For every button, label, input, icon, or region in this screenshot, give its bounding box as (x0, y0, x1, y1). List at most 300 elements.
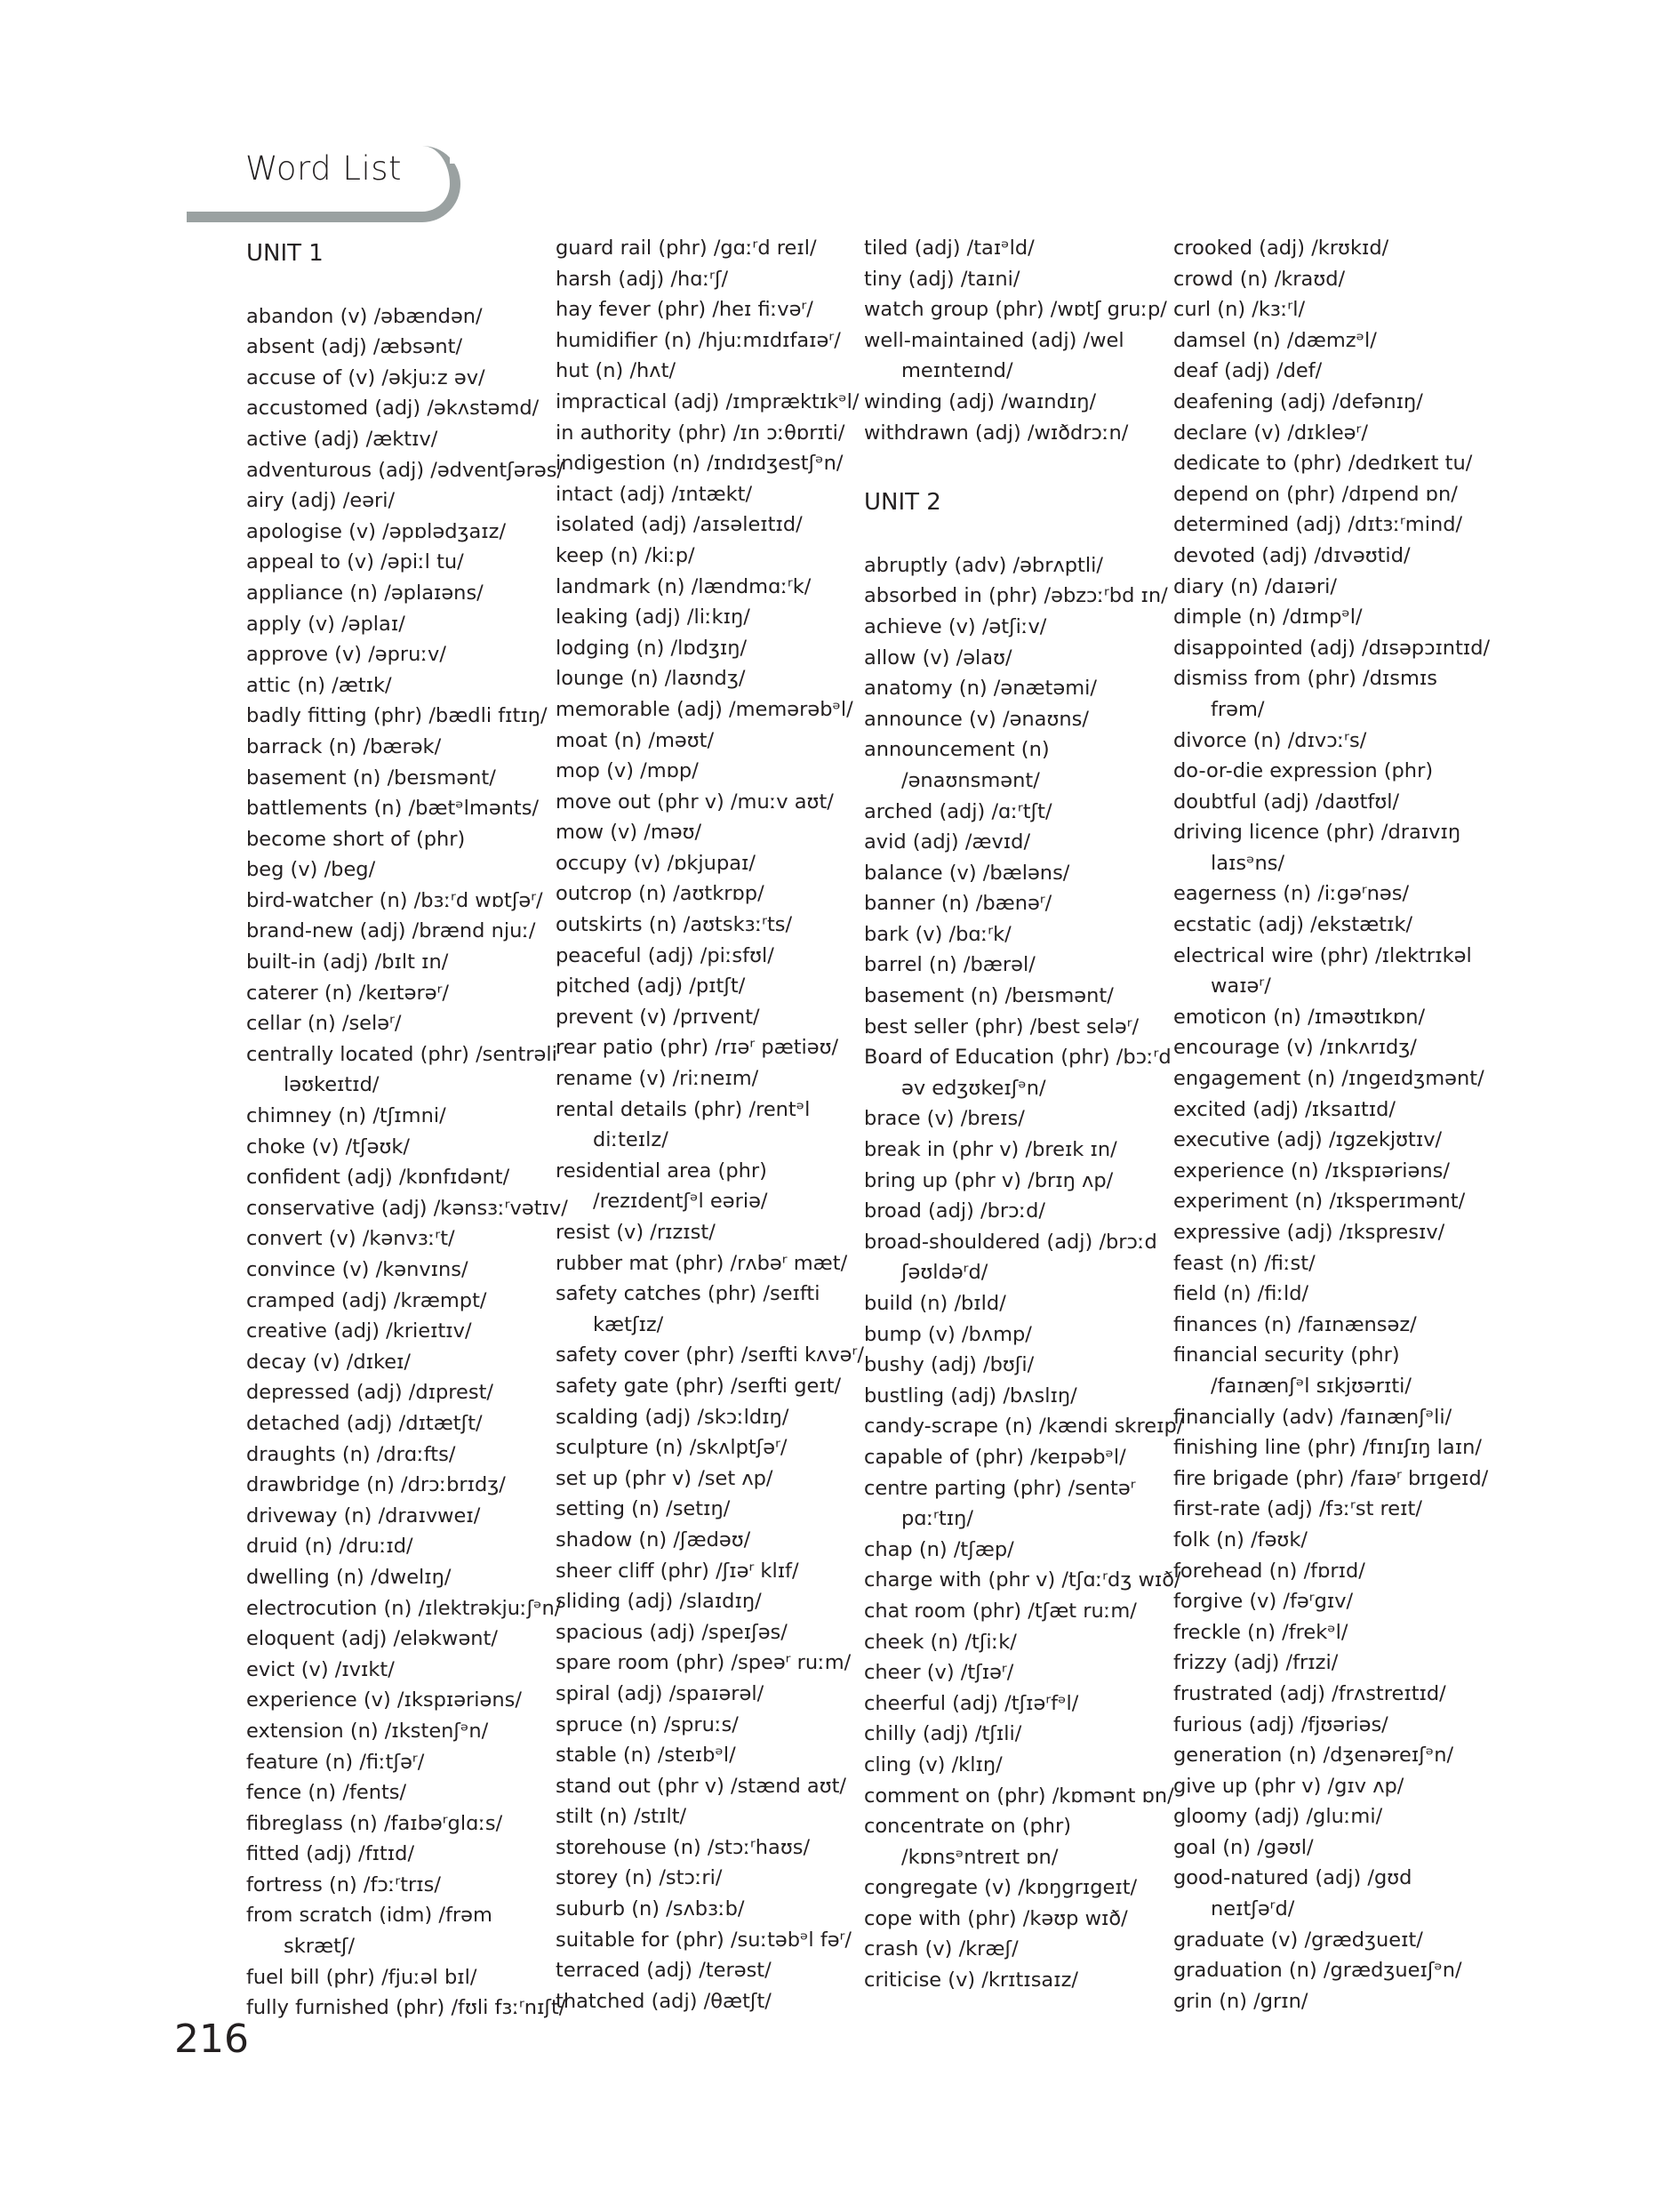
word-entry-line: keep (n) /kiːp/ (556, 543, 695, 567)
word-entry (246, 793, 548, 824)
word-entry-line: bark (v) /bɑːʳk/ (864, 922, 1012, 946)
word-entry (556, 387, 858, 418)
word-entry (556, 1032, 858, 1063)
word-entry (246, 332, 548, 363)
word-entry-continuation: skrætʃ/ (284, 1935, 356, 1959)
word-entry (864, 673, 1166, 704)
word-entry (864, 888, 1166, 919)
word-entry (1173, 1648, 1476, 1679)
word-entry (246, 1377, 548, 1408)
word-entry (556, 1648, 858, 1679)
word-entry (864, 264, 1166, 295)
word-entry-line: dimple (n) /dɪmpᵊl/ (1173, 605, 1363, 629)
word-entry (246, 1193, 568, 1224)
word-entry-line: tiny (adj) /taɪni/ (864, 267, 1020, 291)
word-entry-line: determined (adj) /dɪtɜːʳmind/ (1173, 513, 1463, 537)
word-entry-line: bump (v) /bʌmp/ (864, 1322, 1032, 1346)
word-entry-line: leaking (adj) /liːkɪŋ/ (556, 605, 750, 629)
word-entry-line: depend on (phr) /dɪpend ɒn/ (1173, 482, 1458, 506)
word-entry (1173, 1986, 1476, 2017)
word-entry (246, 732, 548, 763)
word-entry (246, 1562, 548, 1593)
word-entry-line: electrical wire (phr) /ɪlektrɪkəl (1173, 943, 1472, 967)
word-entry (556, 1740, 858, 1771)
word-entry (556, 1955, 858, 1986)
word-entry-continuation: /ənaʊnsmənt/ (901, 768, 1040, 792)
word-entry (1173, 1063, 1484, 1094)
word-entry (246, 1993, 566, 2024)
word-entry-line: concentrate on (phr) (864, 1815, 1072, 1839)
word-entry-line: comment on (phr) /kɒmənt ɒn/ (864, 1784, 1174, 1808)
word-entry-line: draughts (n) /drɑːfts/ (246, 1442, 456, 1466)
word-entry-line: charge with (phr v) /tʃɑːʳdʒ wɪð/ (864, 1568, 1181, 1592)
word-entry (864, 643, 1166, 674)
word-entry-line: terraced (adj) /terəst/ (556, 1959, 772, 1983)
word-entry (556, 1371, 858, 1402)
word-entry-line: do-or-die expression (phr) (1173, 759, 1434, 783)
word-entry-line: accustomed (adj) /əkʌstəmd/ (246, 397, 540, 421)
word-entry-line: convert (v) /kənvɜːʳt/ (246, 1227, 455, 1251)
word-entry (246, 1870, 548, 1901)
word-entry-line: banner (n) /bænəʳ/ (864, 892, 1052, 916)
word-entry-line: announcement (n) (864, 738, 1050, 762)
word-entry-line: feast (n) /fiːst/ (1173, 1251, 1316, 1275)
word-entry (864, 827, 1166, 858)
word-entry-line: suitable for (phr) /suːtəbᵊl fəʳ/ (556, 1928, 852, 1952)
word-entry-line: tiled (adj) /taɪᵊld/ (864, 237, 1035, 260)
word-entry-line: build (n) /bɪld/ (864, 1292, 1006, 1315)
word-entry-line: storehouse (n) /stɔːʳhaʊs/ (556, 1835, 811, 1859)
word-entry (246, 1962, 548, 1993)
word-entry (556, 1156, 858, 1217)
word-entry (864, 1565, 1181, 1596)
word-entry-continuation: meɪnteɪnd/ (901, 359, 1013, 383)
word-entry (246, 1655, 548, 1686)
word-entry (864, 1719, 1166, 1750)
word-entry (246, 1439, 548, 1471)
word-entry-line: spruce (n) /spruːs/ (556, 1712, 739, 1736)
word-entry-line: chilly (adj) /tʃɪli/ (864, 1722, 1022, 1746)
word-entry (864, 233, 1166, 264)
unit-heading: UNIT 1 (246, 240, 324, 267)
word-entry (556, 1340, 864, 1371)
word-entry (246, 1531, 548, 1562)
word-entry-line: generation (n) /dʒenəreɪʃᵊn/ (1173, 1744, 1454, 1768)
word-entry-line: barrel (n) /bærəl/ (864, 953, 1036, 977)
word-entry (1173, 910, 1476, 941)
word-entry (556, 1402, 858, 1433)
word-entry (1173, 1002, 1476, 1033)
word-entry-line: hut (n) /hʌt/ (556, 359, 676, 383)
word-entry-line: set up (phr v) /set ʌp/ (556, 1466, 773, 1490)
word-entry (1173, 325, 1476, 357)
word-entry (556, 1556, 858, 1587)
word-entry-line: curl (n) /kɜːʳl/ (1173, 298, 1306, 322)
word-entry (1173, 1801, 1476, 1832)
word-entry-line: anatomy (n) /ənætəmi/ (864, 677, 1097, 701)
word-entry-line: approve (v) /əpruːv/ (246, 643, 446, 667)
word-entry-line: detached (adj) /dɪtætʃt/ (246, 1411, 483, 1435)
word-entry-line: good-natured (adj) /gʊd (1173, 1866, 1412, 1890)
word-entry-line: fully furnished (phr) /fʊli fɜːʳnɪʃt/ (246, 1996, 566, 2020)
word-entry (556, 1863, 858, 1894)
word-entry (556, 663, 858, 694)
word-entry (556, 1894, 858, 1925)
word-entry (864, 1473, 1166, 1535)
word-entry-line: cheer (v) /tʃɪəʳ/ (864, 1661, 1014, 1685)
word-entry (246, 1593, 562, 1624)
word-entry (556, 418, 858, 449)
word-entry-line: deaf (adj) /def/ (1173, 359, 1323, 383)
word-entry-line: hay fever (phr) /heɪ fiːvəʳ/ (556, 298, 813, 322)
word-column-2 (556, 233, 864, 2017)
word-entry-line: crowd (n) /kraʊd/ (1173, 267, 1346, 291)
word-entry-line: sheer cliff (phr) /ʃɪəʳ klɪf/ (556, 1559, 799, 1583)
word-entry-line: lodging (n) /lɒdʒɪŋ/ (556, 636, 748, 660)
word-entry-continuation: diːteɪlz/ (593, 1128, 668, 1152)
word-entry (1173, 448, 1476, 479)
word-entry (246, 455, 564, 486)
word-entry-line: cope with (phr) /kəʊp wɪð/ (864, 1906, 1128, 1930)
word-entry (864, 1196, 1166, 1227)
word-entry-line: congregate (v) /kɒŋgrɪgeɪt/ (864, 1876, 1138, 1900)
word-entry-line: storey (n) /stɔːri/ (556, 1866, 723, 1890)
word-entry (864, 612, 1166, 643)
word-entry (246, 517, 548, 548)
word-entry-line: indigestion (n) /ɪndɪdʒestʃᵊn/ (556, 452, 844, 476)
word-entry (1173, 1402, 1476, 1433)
word-entry (556, 1832, 858, 1864)
word-entry (1173, 787, 1476, 818)
word-entry (556, 1925, 858, 1956)
word-entry (1173, 941, 1476, 1002)
word-entry (246, 1470, 548, 1501)
word-entry (1173, 1740, 1476, 1771)
word-entry (864, 387, 1166, 418)
word-entry (1173, 1094, 1476, 1126)
word-entry-line: spacious (adj) /speɪʃəs/ (556, 1620, 788, 1644)
word-entry (246, 824, 548, 855)
word-entry-line: occupy (v) /ɒkjupaɪ/ (556, 851, 756, 875)
word-entry (556, 356, 858, 387)
word-entry-line: ecstatic (adj) /ekstætɪk/ (1173, 913, 1413, 937)
word-entry (556, 448, 858, 479)
word-entry-line: centre parting (phr) /sentəʳ (864, 1476, 1136, 1500)
word-entry (246, 947, 548, 978)
word-entry-line: broad (adj) /brɔːd/ (864, 1199, 1045, 1223)
word-entry-line: damsel (n) /dæmzᵊl/ (1173, 328, 1377, 352)
word-entry (556, 848, 858, 879)
word-entry (1173, 509, 1476, 541)
word-entry (556, 509, 858, 541)
word-entry-line: withdrawn (adj) /wɪðdrɔːn/ (864, 421, 1129, 445)
word-entry-line: chap (n) /tʃæp/ (864, 1537, 1014, 1561)
word-entry-line: disappointed (adj) /dɪsəpɔɪntɪd/ (1173, 636, 1491, 660)
page-number: 216 (174, 2017, 249, 2062)
word-entry (1173, 1832, 1476, 1864)
word-entry-line: apologise (v) /əpɒlədʒaɪz/ (246, 519, 507, 543)
word-entry-line: bustling (adj) /bʌslɪŋ/ (864, 1383, 1077, 1407)
word-entry-line: abandon (v) /əbændən/ (246, 304, 483, 328)
word-entry (1173, 878, 1476, 910)
word-entry (246, 547, 548, 578)
word-entry-line: fence (n) /fents/ (246, 1781, 407, 1805)
word-entry (1173, 1955, 1476, 1986)
word-entry-continuation: laɪsᵊns/ (1211, 851, 1285, 875)
word-entry (556, 1586, 858, 1617)
word-entry (864, 1965, 1166, 1996)
word-entry (556, 633, 858, 664)
word-entry-line: basement (n) /beɪsmənt/ (246, 766, 496, 790)
word-entry-line: barrack (n) /bærək/ (246, 734, 442, 758)
word-entry (1173, 572, 1476, 603)
word-entry (556, 1279, 858, 1340)
word-entry-line: folk (n) /fəʊk/ (1173, 1527, 1308, 1552)
word-entry (1173, 1279, 1476, 1310)
word-entry-line: extension (n) /ɪkstenʃᵊn/ (246, 1719, 489, 1743)
word-entry-line: financially (adv) /faɪnænʃᵊli/ (1173, 1405, 1452, 1429)
word-entry-line: battlements (n) /bætᵊlmənts/ (246, 797, 540, 821)
word-entry (864, 581, 1166, 612)
word-entry (1173, 1925, 1476, 1956)
word-entry-line: cellar (n) /seləʳ/ (246, 1012, 402, 1036)
word-entry-line: avid (adj) /ævɪd/ (864, 830, 1031, 854)
word-entry-line: diary (n) /daɪəri/ (1173, 574, 1337, 598)
word-entry-line: mop (v) /mɒp/ (556, 759, 699, 783)
word-entry (246, 485, 548, 517)
word-entry (864, 1781, 1174, 1812)
word-entry-line: absorbed in (phr) /əbzɔːʳbd ɪn/ (864, 584, 1168, 608)
word-entry (556, 294, 858, 325)
word-entry (246, 916, 548, 947)
word-entry-line: rename (v) /riːneɪm/ (556, 1067, 759, 1091)
word-entry (556, 1525, 858, 1556)
word-entry (864, 325, 1166, 387)
word-entry-line: balance (v) /bæləns/ (864, 861, 1070, 885)
word-entry-continuation: frəm/ (1211, 697, 1265, 721)
word-entry-line: drawbridge (n) /drɔːbrɪdʒ/ (246, 1473, 506, 1497)
word-entry-line: expressive (adj) /ɪkspresɪv/ (1173, 1221, 1445, 1244)
word-entry-line: fitted (adj) /fɪtɪd/ (246, 1842, 415, 1866)
word-entry-line: frustrated (adj) /frʌstreɪtɪd/ (1173, 1681, 1446, 1705)
word-entry-line: spiral (adj) /spaɪərəl/ (556, 1681, 764, 1705)
word-entry-line: doubtful (adj) /daʊtfʊl/ (1173, 790, 1400, 814)
word-entry-line: deafening (adj) /defənɪŋ/ (1173, 389, 1423, 413)
word-entry-line: shadow (n) /ʃædəʊ/ (556, 1527, 751, 1552)
word-entry-line: finishing line (phr) /fɪnɪʃɪŋ laɪn/ (1173, 1436, 1482, 1460)
word-entry-line: cheek (n) /tʃiːk/ (864, 1630, 1017, 1654)
word-entry-line: experiment (n) /ɪksperɪmənt/ (1173, 1190, 1466, 1214)
word-entry-continuation: pɑːʳtɪŋ/ (901, 1507, 973, 1531)
word-entry-line: guard rail (phr) /gɑːʳd reɪl/ (556, 237, 817, 260)
word-entry-line: landmark (n) /lændmɑːʳk/ (556, 574, 812, 598)
word-entry (556, 910, 858, 941)
word-entry-line: bring up (phr v) /brɪŋ ʌp/ (864, 1168, 1114, 1192)
word-entry-line: confident (adj) /kɒnfɪdənt/ (246, 1166, 510, 1190)
word-entry (864, 1350, 1166, 1381)
word-entry-line: airy (adj) /eəri/ (246, 489, 396, 513)
word-entry-line: financial security (phr) (1173, 1343, 1400, 1367)
word-entry-line: broad-shouldered (adj) /brɔːd (864, 1230, 1157, 1254)
word-entry (864, 1381, 1166, 1412)
word-entry-line: spare room (phr) /speəʳ ruːm/ (556, 1651, 852, 1675)
word-entry-line: brand-new (adj) /brænd njuː/ (246, 919, 536, 943)
word-entry-line: safety catches (phr) /seɪfti (556, 1282, 820, 1306)
word-entry-line: frizzy (adj) /frɪzi/ (1173, 1651, 1339, 1675)
word-entry (1173, 1710, 1476, 1741)
word-entry (1173, 663, 1476, 725)
word-entry (556, 1771, 858, 1802)
word-entry (864, 1288, 1166, 1319)
word-entry-line: cling (v) /klɪŋ/ (864, 1752, 1003, 1776)
word-entry-line: watch group (phr) /wɒtʃ gruːp/ (864, 298, 1167, 322)
word-entry-continuation: /kɒnsᵊntreɪt ɒn/ (901, 1845, 1059, 1869)
word-entry (246, 578, 548, 609)
word-entry-line: bushy (adj) /bʊʃi/ (864, 1353, 1035, 1377)
word-entry (864, 1872, 1166, 1904)
word-entry (864, 1135, 1166, 1166)
word-entry-line: intact (adj) /ɪntækt/ (556, 482, 753, 506)
word-column-3 (864, 233, 1184, 1996)
word-entry (864, 1535, 1166, 1566)
word-entry-line: dedicate to (phr) /dedɪkeɪt tu/ (1173, 452, 1473, 476)
word-entry (1173, 1494, 1476, 1525)
word-entry-line: well-maintained (adj) /wel (864, 328, 1124, 352)
word-entry (246, 1286, 548, 1317)
word-entry (556, 817, 858, 848)
word-entry-line: experience (v) /ɪkspɪəriəns/ (246, 1688, 522, 1712)
word-entry (556, 233, 858, 264)
word-entry-line: fuel bill (phr) /fjuːəl bɪl/ (246, 1965, 477, 1989)
word-entry-line: lounge (n) /laʊndʒ/ (556, 667, 746, 691)
word-entry-line: stand out (phr v) /stænd aʊt/ (556, 1774, 846, 1798)
word-entry (864, 797, 1166, 828)
word-entry (1173, 756, 1476, 787)
word-entry (246, 639, 548, 670)
word-entry (556, 787, 858, 818)
word-entry (1173, 1525, 1476, 1556)
word-entry (1173, 1310, 1476, 1341)
word-entry-line: moat (n) /məʊt/ (556, 728, 715, 752)
word-entry-line: freckle (n) /frekᵊl/ (1173, 1620, 1348, 1644)
word-entry-line: depressed (adj) /dɪprest/ (246, 1381, 493, 1405)
word-entry-line: resist (v) /rɪzɪst/ (556, 1221, 716, 1244)
word-entry-line: forehead (n) /fɒrɪd/ (1173, 1559, 1365, 1583)
word-entry-line: forgive (v) /fəʳgɪv/ (1173, 1590, 1354, 1614)
word-entry (1173, 817, 1476, 878)
word-entry-line: in authority (phr) /ɪn ɔːθɒrɪti/ (556, 421, 845, 445)
word-entry-line: driveway (n) /draɪvweɪ/ (246, 1503, 481, 1527)
word-entry-line: humidifier (n) /hjuːmɪdɪfaɪəʳ/ (556, 328, 841, 352)
word-entry-line: active (adj) /æktɪv/ (246, 427, 438, 451)
word-entry (1173, 356, 1476, 387)
word-entry-line: brace (v) /breɪs/ (864, 1107, 1025, 1131)
word-entry-line: Board of Education (phr) /bɔːʳd (864, 1046, 1172, 1070)
word-entry (556, 971, 858, 1002)
word-entry (864, 734, 1166, 796)
word-entry-line: chimney (n) /tʃɪmni/ (246, 1104, 446, 1128)
word-entry-line: thatched (adj) /θætʃt/ (556, 1989, 772, 2013)
word-entry-line: cheerful (adj) /tʃɪəʳfᵊl/ (864, 1691, 1079, 1715)
word-entry-line: furious (adj) /fjʊəriəs/ (1173, 1712, 1388, 1736)
word-entry (1173, 1156, 1476, 1187)
word-entry-line: become short of (phr) (246, 827, 466, 851)
word-entry-line: eloquent (adj) /eləkwənt/ (246, 1627, 498, 1651)
word-entry-line: safety gate (phr) /seɪfti geɪt/ (556, 1374, 842, 1398)
word-entry (246, 1408, 548, 1439)
word-entry-line: conservative (adj) /kənsɜːʳvətɪv/ (246, 1196, 568, 1220)
word-entry (864, 1627, 1166, 1658)
word-entry-line: residential area (phr) (556, 1159, 767, 1183)
word-entry-line: feature (n) /fiːtʃəʳ/ (246, 1750, 425, 1774)
word-entry (246, 854, 548, 886)
word-entry (1173, 541, 1476, 572)
word-entry (556, 1002, 858, 1033)
word-entry-line: break in (phr v) /breɪk ɪn/ (864, 1138, 1117, 1162)
word-entry (864, 1904, 1166, 1935)
word-entry (864, 1657, 1166, 1688)
word-entry (1173, 1679, 1476, 1710)
word-entry (246, 1132, 548, 1163)
word-entry (246, 424, 548, 455)
word-entry-line: grin (n) /grɪn/ (1173, 1989, 1308, 2013)
word-entry-line: graduation (n) /grædʒueɪʃᵊn/ (1173, 1959, 1462, 1983)
word-entry-line: divorce (n) /dɪvɔːʳs/ (1173, 728, 1367, 752)
word-entry (246, 1255, 548, 1286)
word-entry-line: sculpture (n) /skʌlptʃəʳ/ (556, 1436, 788, 1460)
word-entry-continuation: waɪəʳ/ (1211, 974, 1271, 998)
word-entry (556, 1248, 858, 1279)
word-entry-line: setting (n) /setɪŋ/ (556, 1497, 731, 1521)
word-entry (864, 1442, 1166, 1473)
word-entry (556, 1094, 858, 1156)
word-entry (864, 1166, 1166, 1197)
word-entry (1173, 418, 1476, 449)
word-entry (556, 325, 858, 357)
word-entry-continuation: kætʃɪz/ (593, 1312, 664, 1336)
word-entry-line: candy-scrape (n) /kændi skreɪp/ (864, 1415, 1184, 1439)
word-column-4 (1173, 233, 1491, 2017)
word-entry-continuation: ʃəʊldəʳd/ (901, 1261, 988, 1285)
word-entry-line: absent (adj) /æbsənt/ (246, 335, 463, 359)
word-entry (1173, 1186, 1476, 1217)
word-entry-line: fortress (n) /fɔːʳtrɪs/ (246, 1872, 441, 1896)
word-entry-line: scalding (adj) /skɔːldɪŋ/ (556, 1405, 789, 1429)
word-entry (246, 1101, 548, 1132)
word-entry-line: crooked (adj) /krʊkɪd/ (1173, 237, 1389, 260)
word-entry (246, 1039, 557, 1101)
word-entry (246, 1624, 548, 1655)
word-entry-line: move out (phr v) /muːv aʊt/ (556, 790, 834, 814)
word-entry-line: dwelling (n) /dwelɪŋ/ (246, 1565, 452, 1589)
word-entry-line: caterer (n) /keɪtərəʳ/ (246, 981, 449, 1005)
word-entry-line: goal (n) /gəʊl/ (1173, 1835, 1314, 1859)
word-entry-line: outskirts (n) /aʊtskɜːʳts/ (556, 913, 793, 937)
word-entry (556, 756, 858, 787)
word-column-1 (246, 233, 568, 2024)
unit-heading: UNIT 2 (864, 489, 941, 517)
word-entry-line: driving licence (phr) /draɪvɪŋ (1173, 821, 1461, 845)
word-entry-line: announce (v) /ənaʊns/ (864, 707, 1089, 731)
word-entry (246, 1316, 548, 1347)
word-entry (556, 264, 858, 295)
word-entry-line: cramped (adj) /kræmpt/ (246, 1288, 487, 1312)
word-entry (864, 919, 1166, 950)
word-entry (1173, 633, 1491, 664)
word-entry (556, 694, 858, 726)
word-entry-line: chat room (phr) /tʃæt ruːm/ (864, 1599, 1137, 1623)
word-entry (556, 1986, 858, 2017)
